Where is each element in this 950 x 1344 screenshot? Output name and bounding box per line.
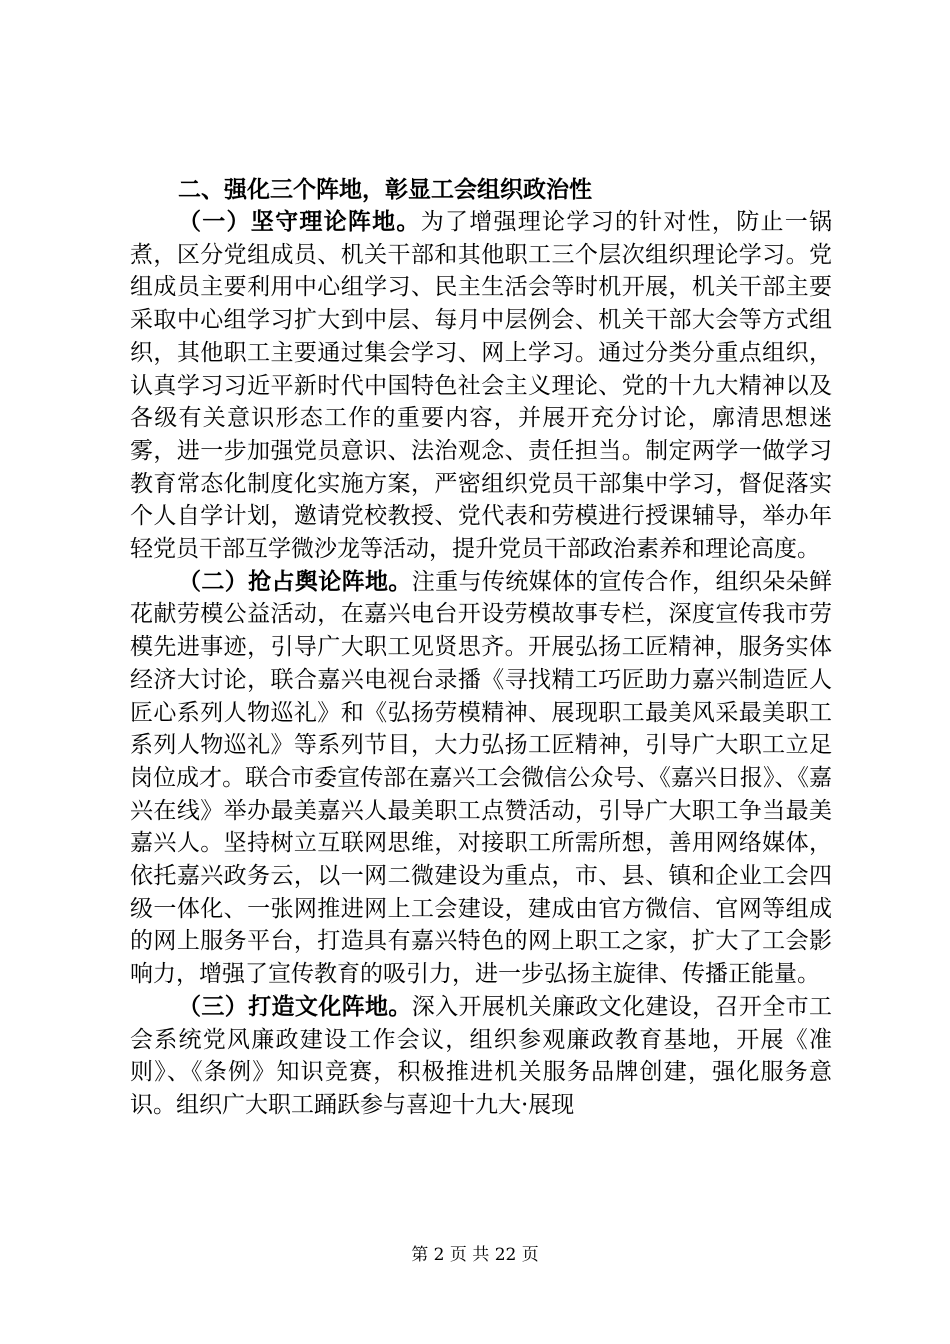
- paragraph-opinion: [130, 566, 832, 991]
- section-heading: 二、强化三个阵地，彰显工会组织政治性: [178, 177, 592, 203]
- paragraph-text-theory: 为了增强理论学习的针对性，防止一锅煮，区分党组成员、机关干部和其他职工三个层次组织理论学习。党组成员主要利用中心组学习、民主生活会等时机开展，机关干部主要采取中心组学习扩大到中层、每月中层例会、机关干部大会等方式组织，其他职工主要通过集会学习、网上学习。通过分类分重点组织，认真学习习近平新时代中国特色社会主义理论、党的十九大精神以及各级有关意识形态工作的重要内容，并展开充分讨论，廓清思想迷雾，进一步加强党员意识、法治观念、责任担当。制定两学一做学习教育常态化制度化实施方案，严密组织党员干部集中学习，督促落实个人自学计划，邀请党校教授、党代表和劳模进行授课辅导，举办年轻党员干部互学微沙龙等活动，提升党员干部政治素养和理论高度。: [130, 209, 833, 563]
- page-number-footer: 第 2 页 共 22 页: [411, 1245, 539, 1265]
- paragraph-text-culture: 深入开展机关廉政文化建设，召开全市工会系统党风廉政建设工作会议，组织参观廉政教育基地，开展《准则》、《条例》知识竞赛，积极推进机关服务品牌创建，强化服务意识。组织广大职工踊跃参与喜迎十九大·展现: [130, 993, 833, 1118]
- paragraph-text-opinion: 注重与传统媒体的宣传合作，组织朵朵鲜花献劳模公益活动，在嘉兴电台开设劳模故事专栏，深度宣传我市劳模先进事迹，引导广大职工见贤思齐。开展弘扬工匠精神，服务实体经济大讨论，联合嘉兴电视台录播《寻找精工巧匠助力嘉兴制造匠人匠心系列人物巡礼》和《弘扬劳模精神、展现职工最美风采最美职工系列人物巡礼》等系列节目，大力弘扬工匠精神，引导广大职工立足岗位成才。联合市委宣传部在嘉兴工会微信公众号、《嘉兴日报》、《嘉兴在线》举办最美嘉兴人最美职工点赞活动，引导广大职工争当最美嘉兴人。坚持树立互联网思维，对接职工所需所想，善用网络媒体，依托嘉兴政务云，以一网二微建设为重点，市、县、镇和企业工会四级一体化、一张网推进网上工会建设，建成由官方微信、官网等组成的网上服务平台，打造具有嘉兴特色的网上职工之家，扩大了工会影响力，增强了宣传教育的吸引力，进一步弘扬主旋律、传播正能量。: [130, 568, 833, 988]
- paragraph-lead-theory: （一）坚守理论阵地。: [178, 209, 421, 235]
- paragraph-lead-culture: （三）打造文化阵地。: [178, 993, 412, 1020]
- paragraph-lead-opinion: （二）抢占舆论阵地。: [178, 568, 412, 595]
- paragraph-culture: [130, 991, 832, 1122]
- document-body: [130, 174, 832, 1122]
- paragraph-theory: [130, 206, 832, 566]
